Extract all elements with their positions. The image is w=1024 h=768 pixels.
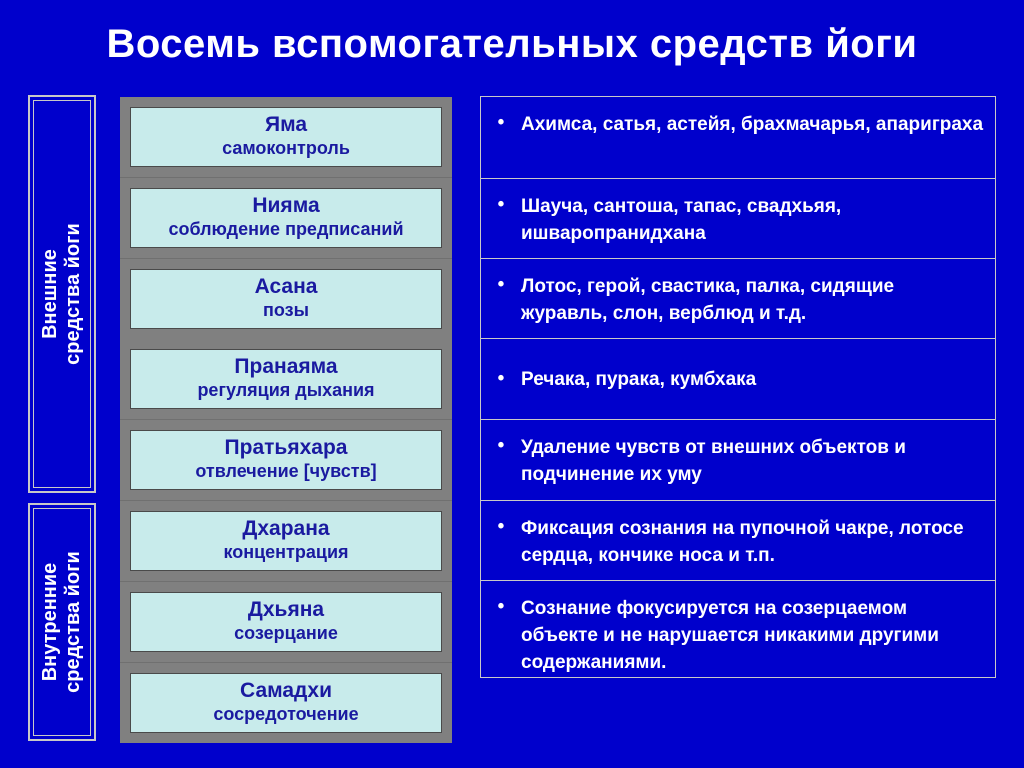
details-text: Лотос, герой, свастика, палка, сидящие журавль, слон, верблюд и т.д. [521,276,895,324]
details-text: Удаление чувств от внешних объектов и подчинение их уму [521,437,906,485]
details-row-dharana [481,501,995,581]
details-row-yama [481,97,995,179]
internal-means-box [28,503,96,741]
internal-means-label: Внутренние средства йоги [39,551,84,693]
bullet: • [497,368,505,389]
step-face [130,107,442,167]
bullet: • [497,112,505,133]
step-name: Дхьяна [247,598,325,621]
step-desc: позы [263,300,309,320]
details-text: Фиксация сознания на пупочной чакре, лотосе сердца, кончике носа и т.п. [521,518,964,566]
step-asana [120,259,452,339]
step-pranayama [120,339,452,419]
step-dhyana [120,582,452,662]
step-desc: концентрация [223,542,349,562]
bullet: • [497,435,505,456]
step-desc: соблюдение предписаний [168,219,404,239]
details-text: Шауча, сантоша, тапас, свадхьяя, ишваропранидхана [521,196,842,244]
step-face [130,673,442,733]
slide-title: Восемь вспомогательных средств йоги [106,22,918,66]
details-row-pranayama [481,339,995,420]
step-name: Пранаяма [234,355,338,378]
step-desc: регуляция дыхания [197,380,375,400]
bullet: • [497,596,505,617]
step-name: Асана [254,275,318,298]
step-pratyahara [120,420,452,500]
step-desc: самоконтроль [222,138,350,158]
details-table [480,96,996,678]
step-name: Яма [264,113,308,136]
details-row-niyama [481,179,995,259]
step-desc: сосредоточение [213,704,359,724]
step-dharana [120,501,452,581]
bullet: • [497,194,505,215]
step-name: Пратьяхара [224,436,348,459]
step-name: Дхарана [242,517,330,540]
step-face [130,430,442,490]
details-row-dhyana [481,581,995,677]
step-desc: отвлечение [чувств] [195,461,377,481]
step-face [130,188,442,248]
steps-stack [120,97,452,743]
step-face [130,592,442,652]
step-name: Нияма [252,194,320,217]
details-text: Речака, пурака, кумбхака [521,368,757,390]
step-name: Самадхи [240,679,332,702]
step-face [130,511,442,571]
details-text: Ахимса, сатья, астейя, брахмачарья, апариграха [521,114,984,135]
step-yama [120,97,452,177]
bullet: • [497,274,505,295]
step-desc: созерцание [234,623,338,643]
details-row-asana [481,259,995,339]
details-text: Сознание фокусируется на созерцаемом объекте и не нарушается никакими другими содержаниями. [521,598,939,673]
step-face [130,269,442,329]
step-face [130,349,442,409]
bullet: • [497,516,505,537]
details-row-pratyahara [481,420,995,501]
step-samadhi [120,663,452,743]
external-means-label: Внешние средства йоги [39,223,84,365]
step-niyama [120,178,452,258]
external-means-box [28,95,96,493]
